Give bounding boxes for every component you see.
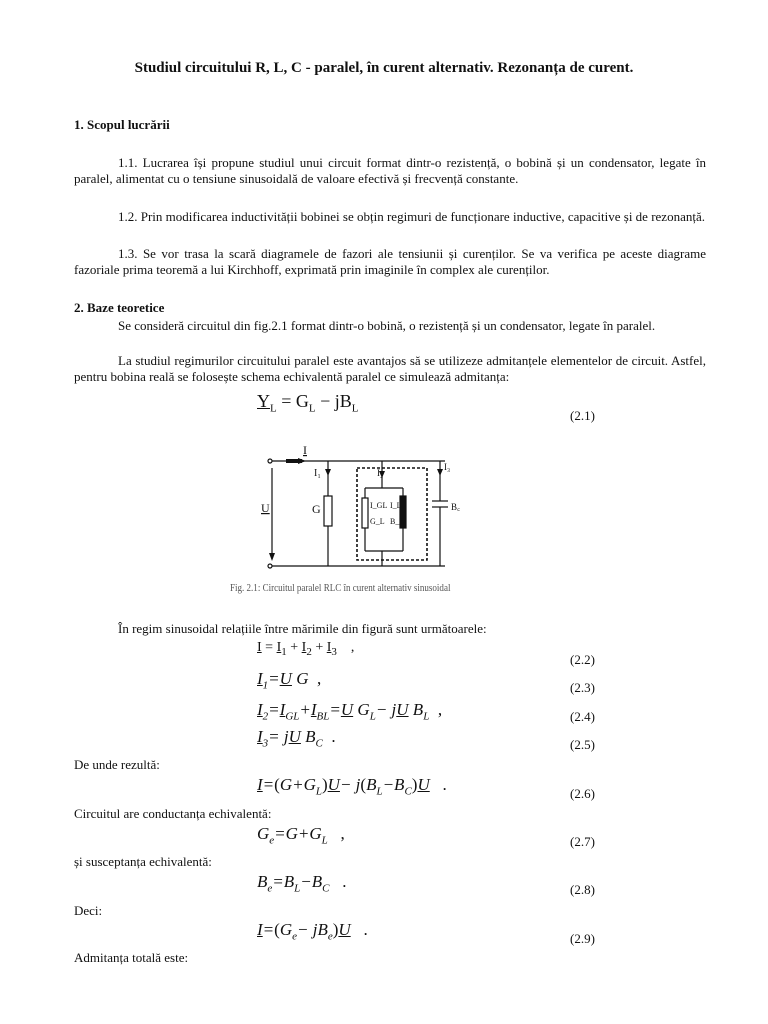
paragraph-2-2: La studiul regimurilor circuitului paralel este avantajos să se utilizeze admitanțele elementelor de circuit. Astfel, pentru bobina reală se folosește schema echivalentă paralel ce simulează admitanța: <box>74 353 706 384</box>
figure-caption: Fig. 2.1: Circuitul paralel RLC în curent alternativ sinusoidal <box>230 582 451 594</box>
paragraph-1-1: 1.1. Lucrarea își propune studiul unui circuit format dintr-o rezistență, o bobină și un condensator, legate în paralel, alimentat cu o tensiune sinusoidală de valoare efectivă și frecvență constante. <box>74 155 706 186</box>
equation-2-6: $I=(G+G_L)U- j(B_L-B_C)U$ . <box>257 775 447 798</box>
equation-2-8: $B_e=B_L-B_C$ . <box>257 872 347 895</box>
equation-2-7: $G_e=G+G_L$ , <box>257 824 345 847</box>
equation-number-2-1: (2.1) <box>570 408 595 423</box>
section-2-heading: 2. Baze teoretice <box>74 300 165 315</box>
label-GL: G_L <box>370 517 385 526</box>
equation-number-2-3: (2.3) <box>570 680 595 695</box>
equation-number-2-5: (2.5) <box>570 737 595 752</box>
paragraph-2-3: În regim sinusoidal relațiile între mărimile din figură sunt următoarele: <box>118 621 487 636</box>
admittance-label: Admitanța totală este: <box>74 950 189 965</box>
therefore-label: Deci: <box>74 903 103 918</box>
label-I1: I₁ <box>314 468 321 479</box>
label-BL: B_L <box>390 517 405 526</box>
equation-number-2-9: (2.9) <box>570 931 595 946</box>
label-I3: I₃ <box>444 462 451 472</box>
result-label: De unde rezultă: <box>74 757 160 772</box>
equation-2-2: $I = I_1 + I_2 + I_3$ , <box>257 640 355 658</box>
equation-2-1: $Y_L = G_L - jB_L$ <box>257 391 359 415</box>
equation-number-2-6: (2.6) <box>570 786 595 801</box>
equation-2-4: $I_2=I_{GL}+I_{BL}=U$ $G_L-$ jU $B_L$ , <box>257 700 443 723</box>
paragraph-2-1: Se consideră circuitul din fig.2.1 format dintr-o bobină, o rezistență și un condensator, legate în paralel. <box>118 318 656 333</box>
equation-2-5: $I_3=$ jU $B_C$ . <box>257 727 336 750</box>
label-U: U <box>261 501 270 515</box>
label-IL: I_L <box>390 501 402 510</box>
page-title: Studiul circuitului R, L, C - paralel, în curent alternativ. Rezonanța de curent. <box>134 60 634 76</box>
equation-number-2-4: (2.4) <box>570 709 595 724</box>
paragraph-1-2: 1.2. Prin modificarea inductivității bobinei se obțin regimuri de funcționare inductive, capacitive și de rezonanță. <box>118 209 705 224</box>
label-I: I <box>303 443 307 457</box>
conductance-label: Circuitul are conductanța echivalentă: <box>74 806 272 821</box>
paragraph-1-3: 1.3. Se vor trasa la scară diagramele de fazori ale tensiunii și curenților. Se va verifica pe aceste diagrame fazoriale prima teoremă a lui Kirchhoff, exprimată prin imaginile în complex ale curenților. <box>74 246 706 277</box>
equation-number-2-2: (2.2) <box>570 652 595 667</box>
equation-number-2-8: (2.8) <box>570 882 595 897</box>
label-IGL: I_GL <box>370 501 388 510</box>
equation-2-3: $I_1=U$ G , <box>257 669 322 692</box>
circuit-diagram <box>250 440 480 575</box>
label-G: G <box>312 502 321 516</box>
label-I2: I₂ <box>377 468 384 478</box>
susceptance-label: și susceptanța echivalentă: <box>74 854 212 869</box>
equation-number-2-7: (2.7) <box>570 834 595 849</box>
label-BC: B꜀ <box>451 502 461 512</box>
equation-2-9: $I=(G_e- jB_e)U$ . <box>257 920 368 943</box>
section-1-heading: 1. Scopul lucrării <box>74 117 170 132</box>
